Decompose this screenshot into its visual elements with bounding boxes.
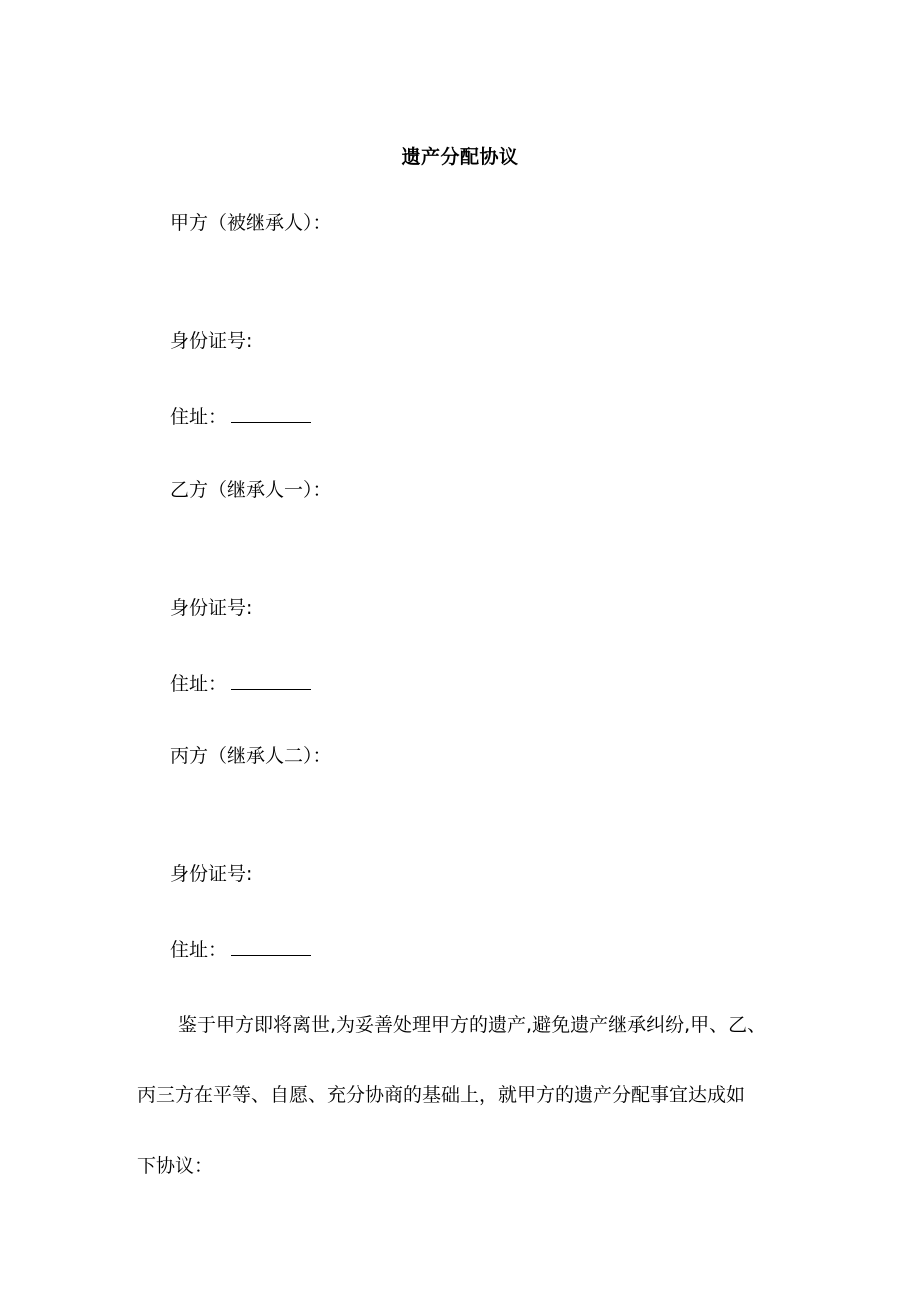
party-a-id-label: 身份证号: xyxy=(170,330,253,352)
party-c-address-blank xyxy=(231,935,311,956)
party-a-address-label: 住址： xyxy=(170,406,228,428)
document-title: 遗产分配协议 xyxy=(401,146,519,168)
party-b-address-row xyxy=(170,669,311,698)
party-b-address-label: 住址： xyxy=(170,673,228,695)
party-b-address-blank xyxy=(231,669,311,690)
party-c-address-label: 住址： xyxy=(170,939,228,961)
party-c-address-row xyxy=(170,935,311,964)
preamble-line: 丙三方在平等、自愿、充分协商的基础上，就甲方的遗产分配事宜达成如 xyxy=(137,1084,746,1106)
party-c-id-label: 身份证号: xyxy=(170,863,253,885)
party-b-id-label: 身份证号: xyxy=(170,597,253,619)
preamble-line: 下协议： xyxy=(137,1155,214,1177)
party-a-address-row xyxy=(170,402,311,431)
party-a-address-blank xyxy=(231,402,311,423)
party-a-label: 甲方（被继承人）： xyxy=(170,212,332,234)
party-c-label: 丙方（继承人二）： xyxy=(170,745,332,767)
party-b-label: 乙方（继承人一）： xyxy=(170,479,332,501)
preamble-line: 鉴于甲方即将离世,为妥善处理甲方的遗产,避免遗产继承纠纷,甲、乙、 xyxy=(178,1014,767,1036)
